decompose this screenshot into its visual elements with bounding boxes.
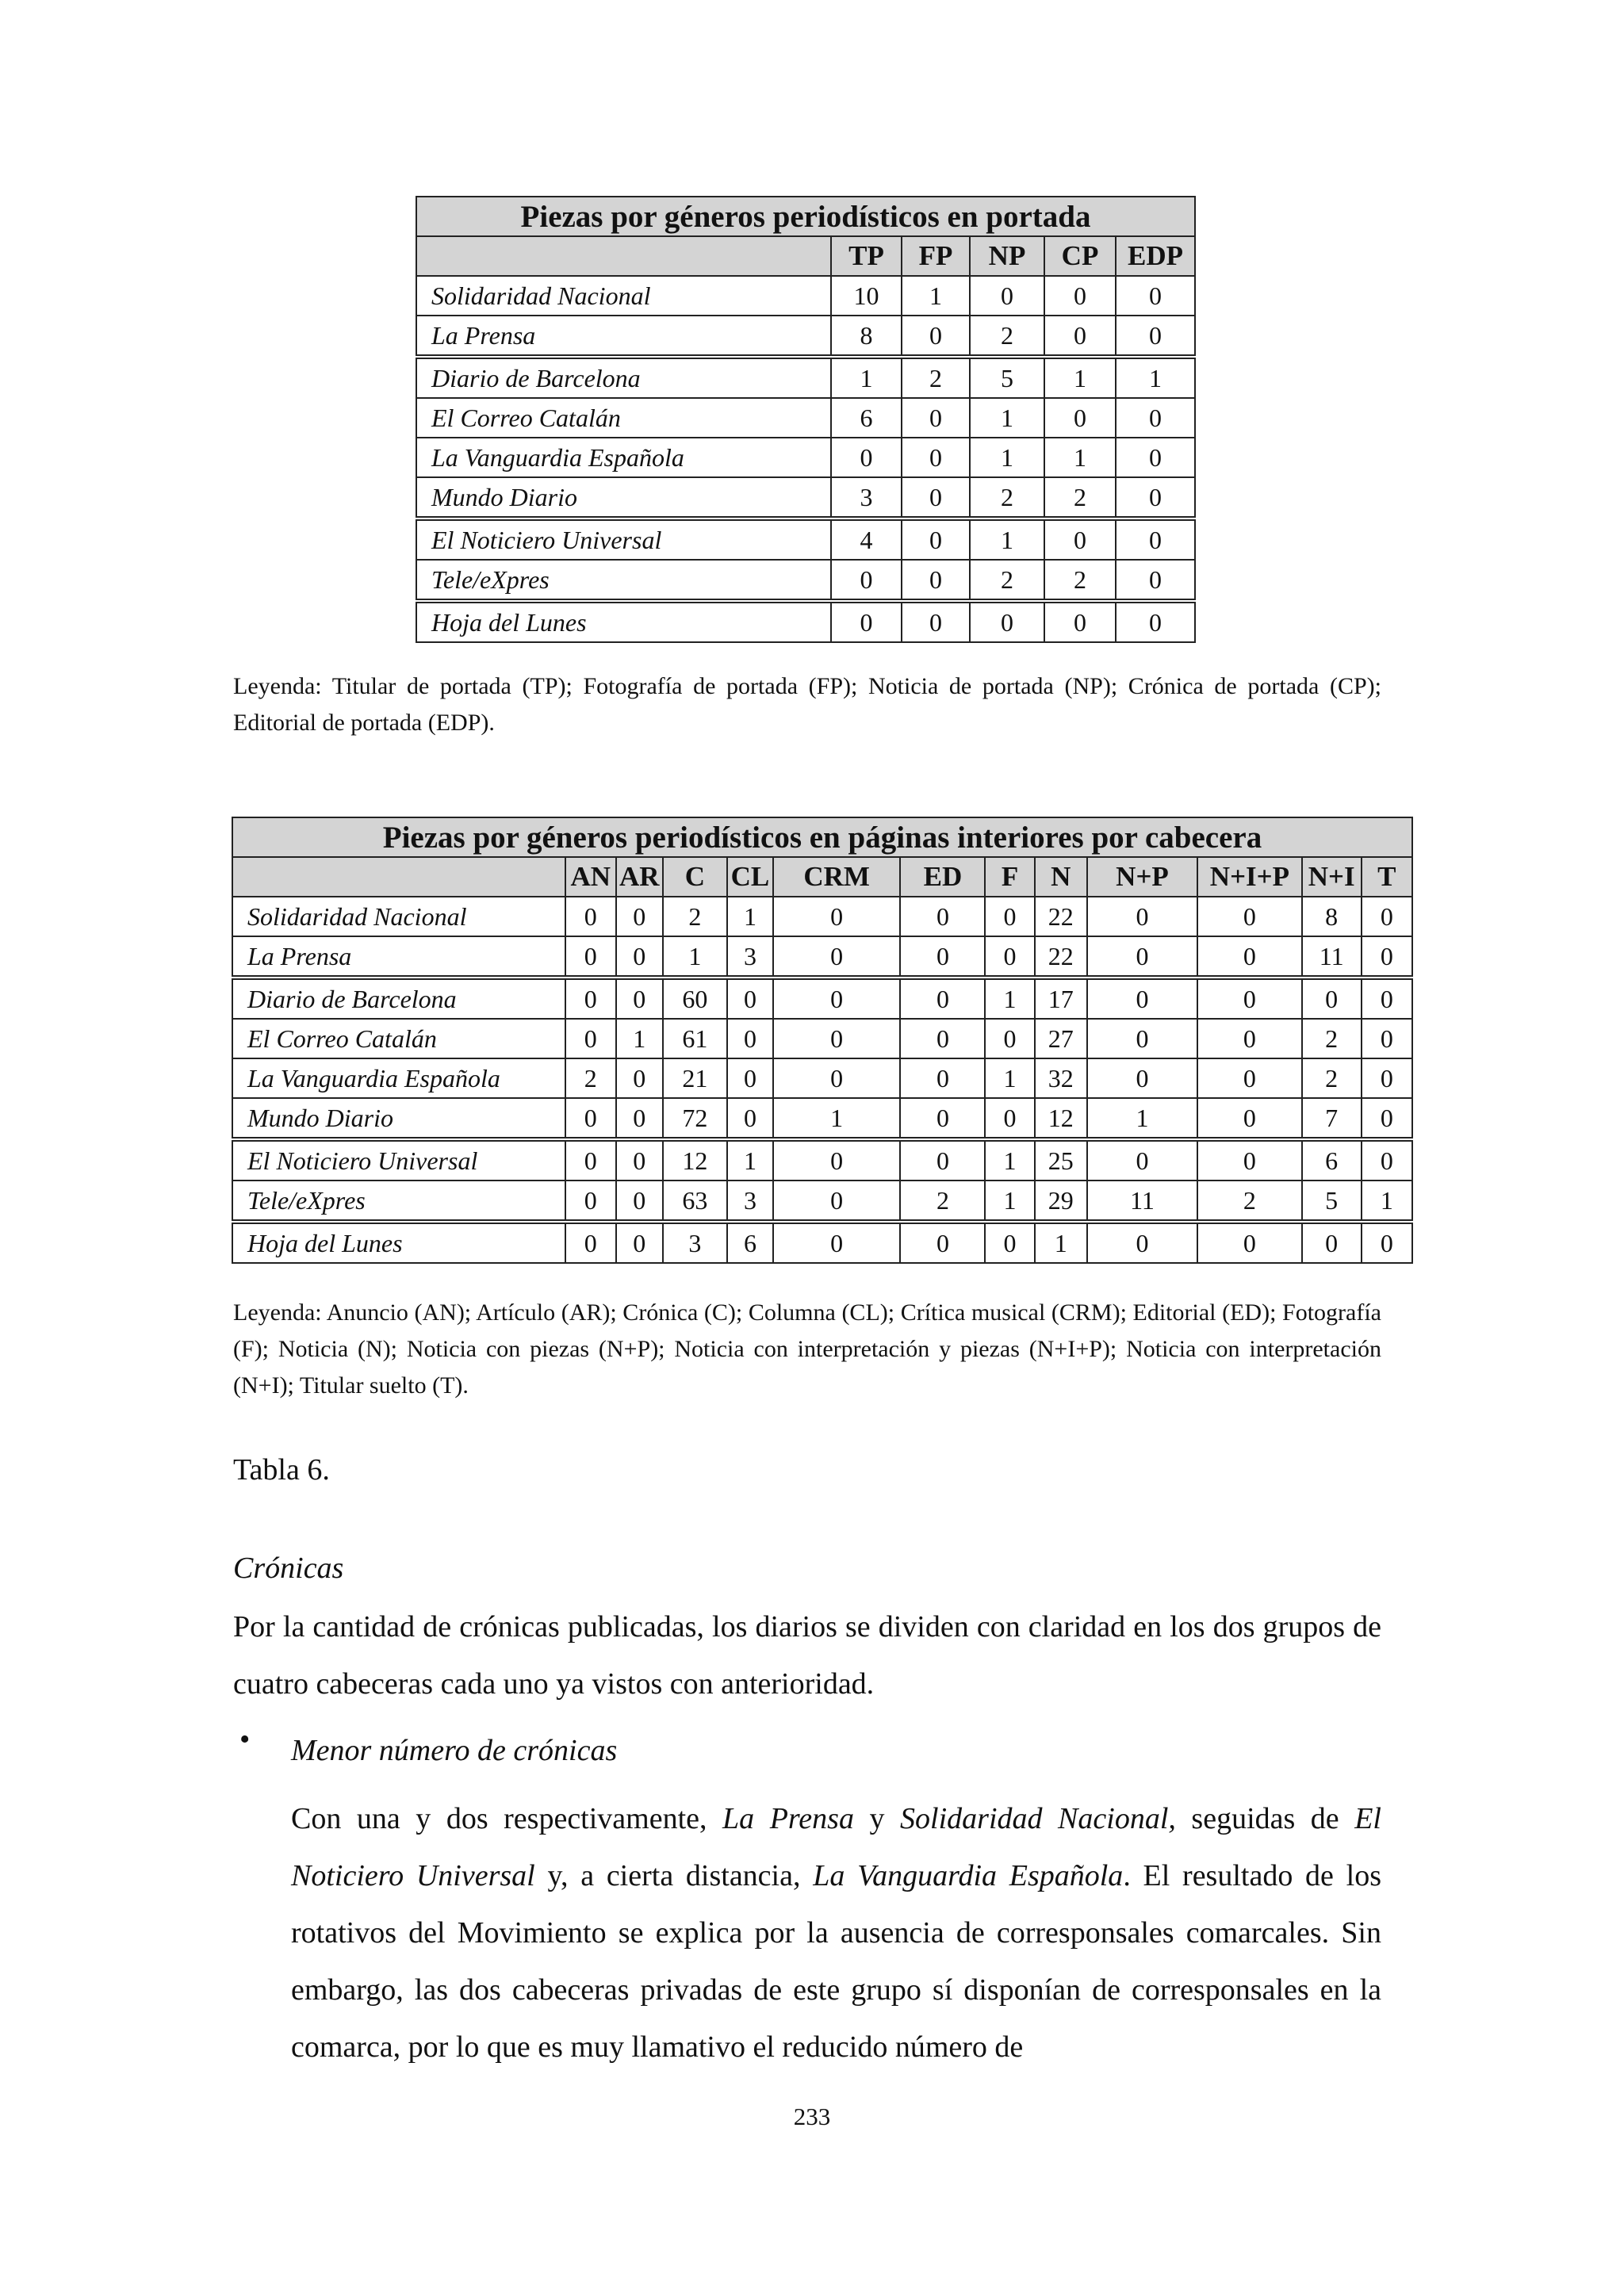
table-cell: 0	[831, 601, 902, 642]
table-cell: 1	[970, 519, 1044, 560]
table-cell: 0	[727, 1058, 773, 1098]
table-cell: 2	[1302, 1019, 1362, 1058]
table-cell: 0	[616, 978, 663, 1019]
table-cell: 0	[773, 1019, 901, 1058]
table-cell: 0	[1362, 1098, 1412, 1139]
table-cell: 4	[831, 519, 902, 560]
table-cell: 2	[970, 560, 1044, 601]
table-cell: 0	[565, 1222, 616, 1263]
newspaper-name: El Noticiero Universal	[291, 1802, 1381, 1892]
table-cell: 0	[1197, 1058, 1302, 1098]
column-header: F	[985, 857, 1034, 897]
table-cell: 0	[1087, 897, 1197, 936]
text: y	[853, 1802, 901, 1835]
table-cell: 5	[970, 357, 1044, 398]
table1-title: Piezas por géneros periodísticos en portada	[416, 197, 1195, 236]
newspaper-name: Diario de Barcelona	[416, 357, 831, 398]
table-cell: 1	[1044, 357, 1116, 398]
table-cell: 0	[616, 897, 663, 936]
table-cell: 1	[773, 1098, 901, 1139]
table-cell: 0	[773, 1058, 901, 1098]
table-cell: 0	[1362, 978, 1412, 1019]
table-cell: 0	[985, 1098, 1034, 1139]
newspaper-name: Hoja del Lunes	[416, 601, 831, 642]
table-cell: 1	[985, 1181, 1034, 1222]
table-cell: 0	[1197, 1139, 1302, 1181]
table-row	[232, 936, 1412, 978]
table-row	[416, 601, 1195, 642]
table-row	[232, 1181, 1412, 1222]
table-cell: 0	[1087, 1222, 1197, 1263]
newspaper-name: El Noticiero Universal	[232, 1139, 565, 1181]
table-cell: 27	[1035, 1019, 1087, 1058]
page-number: 233	[793, 2103, 831, 2130]
table-cell: 1	[831, 357, 902, 398]
table-caption: Tabla 6.	[233, 1453, 330, 1487]
table-cell: 2	[663, 897, 727, 936]
table-cell: 1	[1044, 438, 1116, 477]
table1-corner	[416, 236, 831, 276]
table-cell: 0	[900, 1019, 985, 1058]
table-row	[416, 519, 1195, 560]
column-header: CP	[1044, 236, 1116, 276]
table-cell: 2	[902, 357, 970, 398]
table-cell: 0	[1362, 1222, 1412, 1263]
table-cell: 0	[1197, 1222, 1302, 1263]
table-cell: 0	[902, 560, 970, 601]
table-row	[416, 357, 1195, 398]
table-cell: 0	[1087, 978, 1197, 1019]
table-cell: 22	[1035, 936, 1087, 978]
table-cell: 0	[985, 1222, 1034, 1263]
table-row	[416, 276, 1195, 316]
table-row	[416, 560, 1195, 601]
table-cell: 1	[970, 398, 1044, 438]
table-cell: 0	[1116, 519, 1195, 560]
table-cell: 0	[902, 316, 970, 357]
table-cell: 0	[900, 1222, 985, 1263]
table-cell: 3	[727, 936, 773, 978]
table-cell: 0	[1116, 316, 1195, 357]
table-cell: 2	[1044, 560, 1116, 601]
table-cell: 1	[1116, 357, 1195, 398]
table-cell: 6	[831, 398, 902, 438]
table-cell: 0	[902, 398, 970, 438]
table-row	[232, 978, 1412, 1019]
table-cell: 0	[1087, 936, 1197, 978]
newspaper-name: Solidaridad Nacional,	[900, 1802, 1176, 1835]
column-header: T	[1362, 857, 1412, 897]
table-cell: 3	[663, 1222, 727, 1263]
table-cell: 0	[1116, 601, 1195, 642]
table-cell: 0	[1116, 477, 1195, 519]
table-row	[416, 316, 1195, 357]
newspaper-name: Tele/eXpres	[416, 560, 831, 601]
table-cell: 7	[1302, 1098, 1362, 1139]
table-cell: 0	[565, 978, 616, 1019]
table-cell: 1	[985, 978, 1034, 1019]
newspaper-name: Solidaridad Nacional	[416, 276, 831, 316]
text: . El resultado de los rotativos del Movimiento se explica por la ausencia de corresponsales comarcales. Sin embargo, las dos cabeceras privadas de este grupo sí disponían de corresponsales en la comarca, por lo que es muy llamativo el reducido número de	[291, 1859, 1382, 2064]
table-cell: 0	[902, 519, 970, 560]
table-row	[232, 1058, 1412, 1098]
newspaper-name: La Vanguardia Española	[416, 438, 831, 477]
table-cell: 0	[1087, 1019, 1197, 1058]
column-header: N+P	[1087, 857, 1197, 897]
table-cell: 0	[773, 978, 901, 1019]
table-cell: 0	[900, 1058, 985, 1098]
table-cell: 60	[663, 978, 727, 1019]
table-cell: 0	[773, 936, 901, 978]
table-cell: 12	[663, 1139, 727, 1181]
table-cell: 1	[902, 276, 970, 316]
column-header: AN	[565, 857, 616, 897]
table-row	[232, 1019, 1412, 1058]
table-cell: 0	[616, 1181, 663, 1222]
table-cell: 0	[727, 1019, 773, 1058]
table-cell: 0	[727, 978, 773, 1019]
table-cell: 0	[773, 897, 901, 936]
table-row	[232, 897, 1412, 936]
table-cell: 0	[1116, 398, 1195, 438]
table-cell: 72	[663, 1098, 727, 1139]
table-cell: 0	[831, 560, 902, 601]
table-interior-genres	[232, 817, 1413, 1264]
table-cell: 0	[985, 897, 1034, 936]
table-cell: 0	[985, 936, 1034, 978]
table-row	[416, 398, 1195, 438]
table-row	[416, 438, 1195, 477]
text: y, a cierta distancia,	[534, 1859, 814, 1892]
newspaper-name: La Vanguardia Española	[813, 1859, 1124, 1892]
table-cell: 0	[616, 1098, 663, 1139]
table-cell: 1	[985, 1058, 1034, 1098]
table-cell: 0	[1302, 978, 1362, 1019]
newspaper-name: El Noticiero Universal	[416, 519, 831, 560]
table2-corner	[232, 857, 565, 897]
table-cell: 0	[1302, 1222, 1362, 1263]
table-cell: 2	[970, 477, 1044, 519]
table-cell: 0	[1044, 316, 1116, 357]
table-cell: 0	[900, 1139, 985, 1181]
table-cell: 11	[1087, 1181, 1197, 1222]
table-cell: 0	[565, 897, 616, 936]
column-header: N	[1035, 857, 1087, 897]
table-cell: 0	[1087, 1139, 1197, 1181]
table-cell: 0	[1197, 897, 1302, 936]
table-cell: 0	[970, 601, 1044, 642]
table-cell: 0	[1362, 936, 1412, 978]
table-cell: 1	[985, 1139, 1034, 1181]
text: Con una y dos respectivamente,	[291, 1802, 723, 1835]
column-header: AR	[616, 857, 663, 897]
table-cell: 2	[970, 316, 1044, 357]
newspaper-name: La Prensa	[232, 936, 565, 978]
newspaper-name: Mundo Diario	[232, 1098, 565, 1139]
table-cell: 6	[727, 1222, 773, 1263]
table-cell: 0	[900, 936, 985, 978]
newspaper-name: La Prensa	[722, 1802, 854, 1835]
table-row	[232, 1222, 1412, 1263]
newspaper-name: La Prensa	[416, 316, 831, 357]
column-header: N+I+P	[1197, 857, 1302, 897]
table-cell: 1	[1035, 1222, 1087, 1263]
table-cell: 0	[1044, 398, 1116, 438]
table-cell: 0	[616, 936, 663, 978]
paragraph	[291, 1790, 1381, 2076]
table-cell: 3	[831, 477, 902, 519]
table-cell: 5	[1302, 1181, 1362, 1222]
table-cell: 0	[970, 276, 1044, 316]
table-cell: 2	[900, 1181, 985, 1222]
text: seguidas de	[1175, 1802, 1355, 1835]
newspaper-name: Diario de Barcelona	[232, 978, 565, 1019]
table2-legend: Leyenda: Anuncio (AN); Artículo (AR); Crónica (C); Columna (CL); Crítica musical (CRM); Editorial (ED); Fotografía (F); Noticia (N); Noticia con piezas (N+P); Noticia con interpretación y piezas (N+I+P); Noticia con interpretación (N+I); Titular suelto (T).	[233, 1299, 1381, 1399]
table-cell: 25	[1035, 1139, 1087, 1181]
table-cell: 0	[565, 1139, 616, 1181]
column-header: ED	[900, 857, 985, 897]
table-cell: 8	[1302, 897, 1362, 936]
table-cell: 12	[1035, 1098, 1087, 1139]
table-row	[232, 1139, 1412, 1181]
table-cell: 0	[902, 438, 970, 477]
table-cell: 0	[1087, 1058, 1197, 1098]
bullet-heading: Menor número de crónicas	[291, 1734, 618, 1767]
newspaper-name: El Correo Catalán	[416, 398, 831, 438]
table-cell: 0	[902, 601, 970, 642]
table-cell: 22	[1035, 897, 1087, 936]
newspaper-name: Mundo Diario	[416, 477, 831, 519]
newspaper-name: La Vanguardia Española	[232, 1058, 565, 1098]
table-cell: 0	[1116, 276, 1195, 316]
table-cell: 0	[1362, 1019, 1412, 1058]
newspaper-name: El Correo Catalán	[232, 1019, 565, 1058]
bullet-icon: •	[239, 1723, 251, 1756]
table-cell: 0	[900, 897, 985, 936]
table-cell: 21	[663, 1058, 727, 1098]
table-cell: 0	[900, 978, 985, 1019]
table-cell: 1	[616, 1019, 663, 1058]
column-header: C	[663, 857, 727, 897]
table-cell: 0	[773, 1181, 901, 1222]
column-header: NP	[970, 236, 1044, 276]
table-cell: 0	[1197, 936, 1302, 978]
table-cell: 0	[727, 1098, 773, 1139]
table-cell: 63	[663, 1181, 727, 1222]
table-cell: 2	[1044, 477, 1116, 519]
table-cell: 3	[727, 1181, 773, 1222]
table-cell: 8	[831, 316, 902, 357]
table-cell: 0	[565, 1181, 616, 1222]
table-cell: 1	[727, 1139, 773, 1181]
table-cell: 0	[1116, 438, 1195, 477]
table-cell: 0	[1362, 1139, 1412, 1181]
table-cell: 1	[1362, 1181, 1412, 1222]
table-cell: 0	[1197, 978, 1302, 1019]
table-cell: 0	[1197, 1098, 1302, 1139]
table-cell: 0	[900, 1098, 985, 1139]
table-cell: 0	[1362, 897, 1412, 936]
table-cell: 0	[773, 1139, 901, 1181]
newspaper-name: Tele/eXpres	[232, 1181, 565, 1222]
column-header: CRM	[773, 857, 901, 897]
table-cell: 0	[831, 438, 902, 477]
table1-legend: Leyenda: Titular de portada (TP); Fotografía de portada (FP); Noticia de portada (NP); Crónica de portada (CP); Editorial de portada (EDP).	[233, 673, 1381, 736]
table-cell: 0	[773, 1222, 901, 1263]
table-cell: 0	[1044, 519, 1116, 560]
column-header: TP	[831, 236, 902, 276]
table-cell: 61	[663, 1019, 727, 1058]
table-cell: 11	[1302, 936, 1362, 978]
table-cell: 0	[616, 1222, 663, 1263]
table-cell: 1	[727, 897, 773, 936]
table-cell: 2	[1197, 1181, 1302, 1222]
table-cell: 2	[1302, 1058, 1362, 1098]
table-cell: 1	[1087, 1098, 1197, 1139]
table-cell: 10	[831, 276, 902, 316]
table-cell: 32	[1035, 1058, 1087, 1098]
column-header: FP	[902, 236, 970, 276]
table2-title: Piezas por géneros periodísticos en páginas interiores por cabecera	[232, 817, 1412, 857]
section-title: Crónicas	[233, 1552, 344, 1585]
table-cell: 0	[985, 1019, 1034, 1058]
table-cell: 0	[1362, 1058, 1412, 1098]
table-cell: 0	[616, 1058, 663, 1098]
table-row	[232, 1098, 1412, 1139]
table-cell: 0	[565, 1019, 616, 1058]
table-cell: 0	[565, 1098, 616, 1139]
column-header: EDP	[1116, 236, 1195, 276]
table-cell: 0	[1197, 1019, 1302, 1058]
newspaper-name: Hoja del Lunes	[232, 1222, 565, 1263]
table-cell: 0	[616, 1139, 663, 1181]
table-front-page-genres	[416, 196, 1196, 643]
column-header: CL	[727, 857, 773, 897]
paragraph: Por la cantidad de crónicas publicadas, los diarios se dividen con claridad en los dos grupos de cuatro cabeceras cada uno ya vistos con anterioridad.	[233, 1610, 1381, 1701]
table-cell: 1	[970, 438, 1044, 477]
table-cell: 2	[565, 1058, 616, 1098]
table-cell: 1	[663, 936, 727, 978]
table-cell: 0	[1044, 276, 1116, 316]
table-row	[416, 477, 1195, 519]
column-header: N+I	[1302, 857, 1362, 897]
newspaper-name: Solidaridad Nacional	[232, 897, 565, 936]
table-cell: 6	[1302, 1139, 1362, 1181]
table-cell: 0	[1044, 601, 1116, 642]
table-cell: 0	[902, 477, 970, 519]
table-cell: 17	[1035, 978, 1087, 1019]
table-cell: 0	[565, 936, 616, 978]
table-cell: 0	[1116, 560, 1195, 601]
table-cell: 29	[1035, 1181, 1087, 1222]
